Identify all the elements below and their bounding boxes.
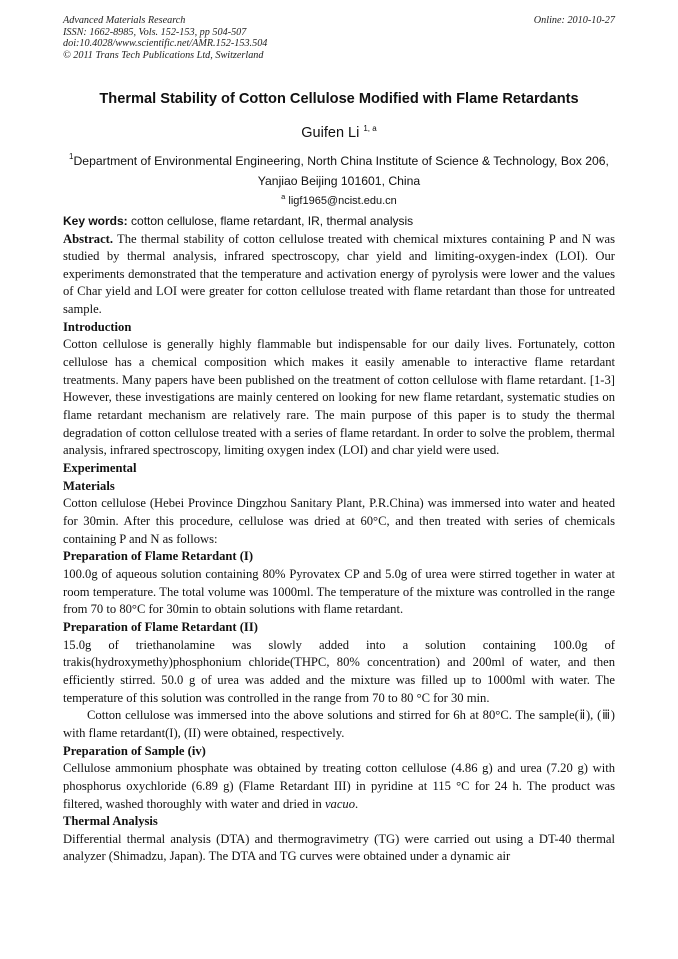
journal-issn: ISSN: 1662-8985, Vols. 152-153, pp 504-507 [63, 26, 247, 38]
affiliation-sup: 1 [69, 152, 74, 161]
journal-header [63, 15, 615, 61]
prep-sample-text [63, 760, 615, 813]
keywords-label: Key words: [63, 214, 128, 228]
introduction-heading: Introduction [63, 319, 132, 334]
journal-doi: doi:10.4028/www.scientific.net/AMR.152-153.504 [63, 38, 268, 50]
keywords-text: cotton cellulose, flame retardant, IR, thermal analysis [127, 214, 414, 228]
prep-sample-text-end: . [355, 796, 359, 811]
author-line [63, 124, 615, 142]
abstract [63, 231, 615, 319]
prep-sample-heading: Preparation of Sample (iv) [63, 743, 206, 758]
prep-sample-text-main: Cellulose ammonium phosphate was obtained by treating cotton cellulose (4.86 g) and urea (7.20 g) with phosphorus oxychloride (6.89 g) (Flame Retardant III) in pyridine at 115 °C for 24 h. The product was filtered, washed thoroughly with water and dried in [63, 761, 615, 811]
journal-copyright: © 2011 Trans Tech Publications Ltd, Switzerland [63, 49, 264, 61]
prep2-heading: Preparation of Flame Retardant (II) [63, 619, 258, 634]
author-email [63, 194, 615, 208]
materials-heading: Materials [63, 478, 115, 493]
introduction-text: Cotton cellulose is generally highly flammable but indispensable for our daily lives. Fortunately, cotton cellulose has a chemical composition which makes it easily amenable to interactive flame retardant treatments. Many papers have been published on the treatment of cotton cellulose with flame retardant. [1-3] However, these investigations are mainly centered on looking for new flame retardant, systematic studies on flame retardant mechanism are relatively rare. The main purpose of this paper is to study the thermal degradation of cotton cellulose treated with a series of flame retardant. In order to solve the problem, thermal analysis, infrared spectroscopy, limiting oxygen index (LOI) and char yield were used. [63, 337, 615, 458]
email-sup: a [281, 192, 286, 201]
online-date: Online: 2010-10-27 [533, 15, 615, 26]
prep-sample-text-italic: vacuo [324, 796, 356, 811]
paper-title: Thermal Stability of Cotton Cellulose Modified with Flame Retardants [99, 91, 579, 107]
author-sup: 1, a [363, 124, 377, 133]
thermal-heading: Thermal Analysis [63, 814, 158, 829]
journal-name: Advanced Materials Research [63, 15, 186, 26]
prep1-heading: Preparation of Flame Retardant (I) [63, 549, 254, 564]
paper-body [63, 212, 615, 866]
abstract-label: Abstract. [63, 231, 114, 246]
experimental-heading: Experimental [63, 461, 137, 476]
keywords [63, 212, 615, 231]
email-text: ligf1965@ncist.edu.cn [285, 195, 397, 207]
thermal-text: Differential thermal analysis (DTA) and thermogravimetry (TG) were carried out using a DT-40 thermal analyzer (Shimadzu, Japan). The DTA and TG curves were obtained under a dynamic air [63, 831, 615, 864]
affiliation [63, 152, 615, 191]
prep2-text-2: Cotton cellulose was immersed into the above solutions and stirred for 6h at 80°C. The sample(ⅱ), (ⅲ) with flame retardant(I), (II) were obtained, respectively. [63, 708, 615, 740]
author-name: Guifen Li [301, 125, 364, 141]
prep1-text: 100.0g of aqueous solution containing 80% Pyrovatex CP and 5.0g of urea were stirred together in water at room temperature. The total volume was 1000ml. The temperature of the mixture was controlled in the range from 70 to 80°C for 30min to obtain solutions with flame retardant. [63, 566, 615, 617]
abstract-text: The thermal stability of cotton cellulose treated with chemical mixtures containing P and N was studied by thermal analysis, infrared spectroscopy, char yield and limiting-oxygen-index (LOI). Our experiments demonstrated that the temperature and activation energy of pyrolysis were lower and the values of Char yield and LOI were greater for cotton cellulose treated with flame retardant than those for untreated sample. [63, 231, 615, 317]
prep2-text: 15.0g of triethanolamine was slowly added into a solution containing 100.0g of trakis(hydroxymethy)phosphonium chloride(THPC, 80% concentration) and 200ml of water, and then efficiently stirred. 50.0 g of urea was added and the mixture was filled up to 1000ml with water. The temperature of this solution was controlled in the range from 70 to 80 °C for 30 min. [63, 637, 615, 705]
materials-text: Cotton cellulose (Hebei Province Dingzhou Sanitary Plant, P.R.China) was immersed into water and heated for 30min. After this procedure, cellulose was dried at 60°C, and then treated with series of chemicals containing P and N as follows: [63, 496, 615, 546]
affiliation-text: Department of Environmental Engineering, North China Institute of Science & Technology, Box 206, Yanjiao Beijing 101601, China [73, 154, 609, 188]
